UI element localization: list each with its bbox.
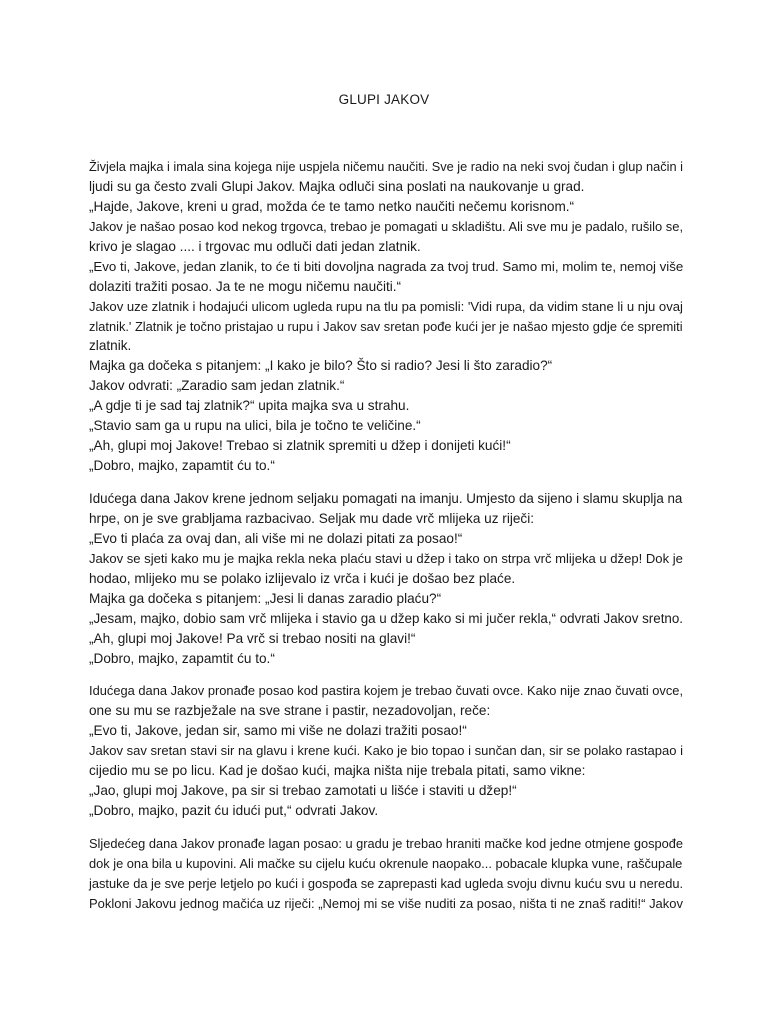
text-line: „Dobro, majko, pazit ću idući put,“ odvrati Jakov.: [89, 803, 379, 819]
text-line: Jakov sav sretan stavi sir na glavu i krene kući. Kako je bio topao i sunčan dan, sir se polako rastapao i: [89, 743, 683, 759]
text-line: zlatnik.' Zlatnik je točno pristajao u rupu i Jakov sav sretan pođe kući jer je našao mjesto gdje će spremiti: [89, 318, 683, 334]
text-line: dolaziti tražiti posao. Ja te ne mogu ničemu naučiti.“: [89, 278, 402, 294]
paragraph: [89, 681, 684, 821]
paragraph: [89, 834, 684, 914]
text-line: one su mu se razbježale na sve strane i pastir, nezadovoljan, reče:: [89, 703, 491, 719]
document-body: [89, 157, 684, 927]
text-line: Majka ga dočeka s pitanjem: „I kako je bilo? Što si radio? Jesi li što zaradio?“: [89, 358, 553, 374]
text-line: Idućega dana Jakov krene jednom seljaku pomagati na imanju. Umjesto da sijeno i slamu skuplja na: [89, 491, 683, 506]
text-line: cijedio mu se po licu. Kad je došao kući, majka ništa nije trebala pitati, samo vikne:: [89, 763, 586, 779]
text-line: „Jao, glupi moj Jakove, pa sir si trebao zamotati u lišće i staviti u džep!“: [89, 783, 517, 799]
text-line: hodao, mlijeko mu se polako izlijevalo iz vrča i kući je došao bez plaće.: [89, 570, 516, 586]
text-line: Sljedećeg dana Jakov pronađe lagan posao: u gradu je trebao hraniti mačke kod jedne otmjene gospođe: [89, 836, 684, 851]
text-line: „Stavio sam ga u rupu na ulici, bila je točno te veličine.“: [89, 418, 421, 434]
text-line: „Dobro, majko, zapamtit ću to.“: [89, 458, 275, 474]
document-title: GLUPI JAKOV: [338, 92, 430, 107]
text-line: „Evo ti plaća za ovaj dan, ali više mi ne dolazi pitati za posao!“: [89, 530, 463, 546]
text-line: Živjela majka i imala sina kojega nije uspjela ničemu naučiti. Sve je radio na neki svoj čudan i glup način i: [89, 159, 683, 174]
text-line: zlatnik.: [89, 338, 132, 354]
text-line: ljudi su ga često zvali Glupi Jakov. Majka odluči sina poslati na naukovanje u grad.: [89, 178, 585, 194]
text-line: Pokloni Jakovu jednog mačića uz riječi: „Nemoj mi se više nuditi za posao, ništa ti ne znaš raditi!“ Jakov: [89, 895, 683, 911]
text-line: hrpe, on je sve grabljama razbacivao. Seljak mu dade vrč mlijeka uz riječi:: [89, 510, 535, 526]
text-line: dok je ona bila u kupovini. Ali mačke su cijelu kuću okrenule naopako... pobacale klupka vune, raščupale: [89, 855, 683, 871]
text-line: Jakov je našao posao kod nekog trgovca, trebao je pomagati u skladištu. Ali sve mu je padalo, rušilo se,: [89, 218, 684, 234]
text-line: Majka ga dočeka s pitanjem: „Jesi li danas zaradio plaću?“: [89, 590, 442, 606]
text-line: jastuke da je sve perje letjelo po kući i gospođa se zaprepasti kad ugleda svoju divnu kuću svu u neredu.: [89, 875, 684, 891]
text-line: Idućega dana Jakov pronađe posao kod pastira kojem je trebao čuvati ovce. Kako nije znao čuvati ovce,: [89, 683, 684, 699]
text-line: „Dobro, majko, zapamtit ću to.“: [89, 650, 275, 666]
text-line: „Evo ti, Jakove, jedan sir, samo mi više ne dolazi tražiti posao!“: [89, 723, 467, 739]
text-line: „Ah, glupi moj Jakove! Trebao si zlatnik spremiti u džep i donijeti kući!“: [89, 438, 511, 454]
text-line: „Jesam, majko, dobio sam vrč mlijeka i stavio ga u džep kako si mi jučer rekla,“ odvrati Jakov sretno.: [89, 610, 683, 626]
text-line: „Hajde, Jakove, kreni u grad, možda će te tamo netko naučiti nečemu korisnom.“: [89, 198, 575, 214]
text-line: „A gdje ti je sad taj zlatnik?“ upita majka sva u strahu.: [89, 398, 410, 414]
text-line: Jakov se sjeti kako mu je majka rekla neka plaću stavi u džep i tako on strpa vrč mlijeka u džep! Dok je: [89, 550, 683, 566]
text-line: Jakov uze zlatnik i hodajući ulicom ugleda rupu na tlu pa pomisli: 'Vidi rupa, da vidim stane li u nju ovaj: [89, 298, 683, 314]
text-line: „Ah, glupi moj Jakove! Pa vrč si trebao nositi na glavi!“: [89, 630, 416, 646]
text-line: krivo je slagao .... i trgovac mu odluči dati jedan zlatnik.: [89, 238, 421, 254]
paragraph: [89, 489, 681, 668]
paragraph: [89, 157, 684, 476]
text-line: „Evo ti, Jakove, jedan zlanik, to će ti biti dovoljna nagrada za tvoj trud. Samo mi, molim te, nemoj više: [89, 258, 684, 274]
text-line: Jakov odvrati: „Zaradio sam jedan zlatnik.“: [89, 378, 345, 394]
